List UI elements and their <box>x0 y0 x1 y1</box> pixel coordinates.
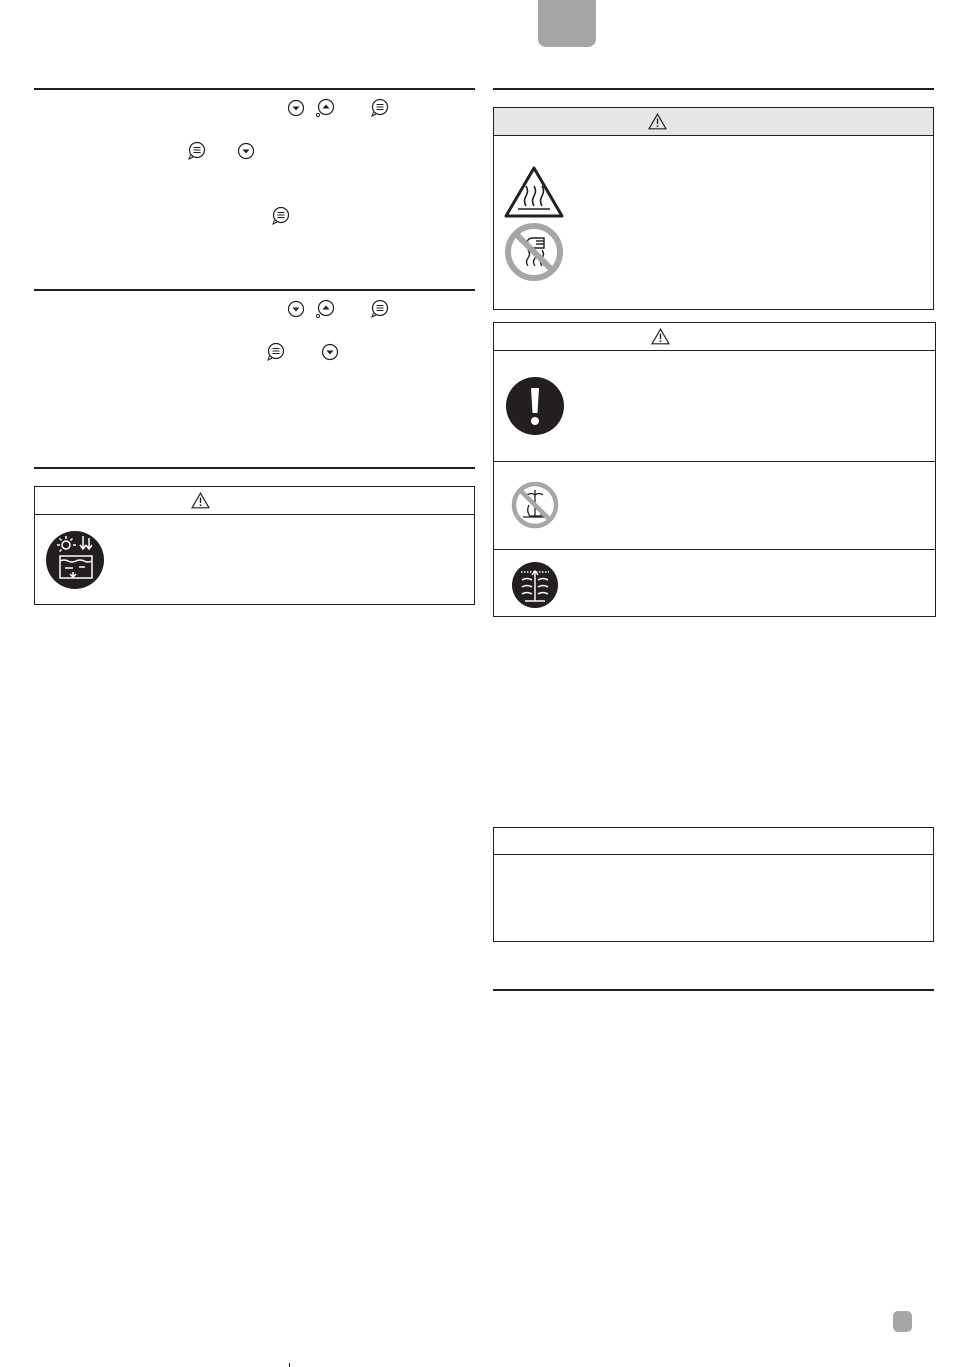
down-arrow-button-icon <box>321 343 339 361</box>
do-not-touch-icon <box>511 481 559 529</box>
caution-box <box>34 486 475 605</box>
warning-box-2 <box>493 322 936 617</box>
menu-button-icon <box>271 206 291 226</box>
header-tab-marker <box>538 0 596 47</box>
down-arrow-button-icon <box>237 142 255 160</box>
down-arrow-button-icon <box>287 300 305 318</box>
trim-mark <box>289 1363 290 1367</box>
note-box-header <box>494 828 933 855</box>
warning-box-1 <box>493 107 934 310</box>
hot-surface-warning-icon <box>504 166 564 218</box>
warning-box-1-header <box>494 108 933 136</box>
warning-triangle-icon <box>191 492 210 509</box>
warning-box-2-divider-1 <box>494 461 935 462</box>
menu-button-icon <box>370 299 390 319</box>
avoid-sunlight-heat-icon <box>45 530 105 590</box>
menu-button-icon <box>187 141 207 161</box>
section-3-rule <box>34 467 475 469</box>
ventilation-icon <box>511 561 559 609</box>
warning-triangle-icon <box>648 113 667 130</box>
warning-triangle-icon <box>651 328 670 345</box>
note-box <box>493 827 934 942</box>
mandatory-action-icon <box>505 376 565 436</box>
down-arrow-button-icon <box>287 99 305 117</box>
right-bottom-rule <box>493 989 934 991</box>
menu-button-icon <box>370 98 390 118</box>
up-arrow-button-icon <box>315 299 335 319</box>
page-number-badge <box>893 1311 912 1332</box>
right-section-rule <box>493 88 934 90</box>
do-not-touch-hot-icon <box>504 222 564 282</box>
warning-box-2-header <box>494 323 935 351</box>
section-1-rule <box>34 88 475 90</box>
up-arrow-button-icon <box>315 98 335 118</box>
section-2-rule <box>34 289 475 291</box>
warning-box-2-divider-2 <box>494 549 935 550</box>
caution-box-header <box>35 487 474 515</box>
menu-button-icon <box>266 342 286 362</box>
